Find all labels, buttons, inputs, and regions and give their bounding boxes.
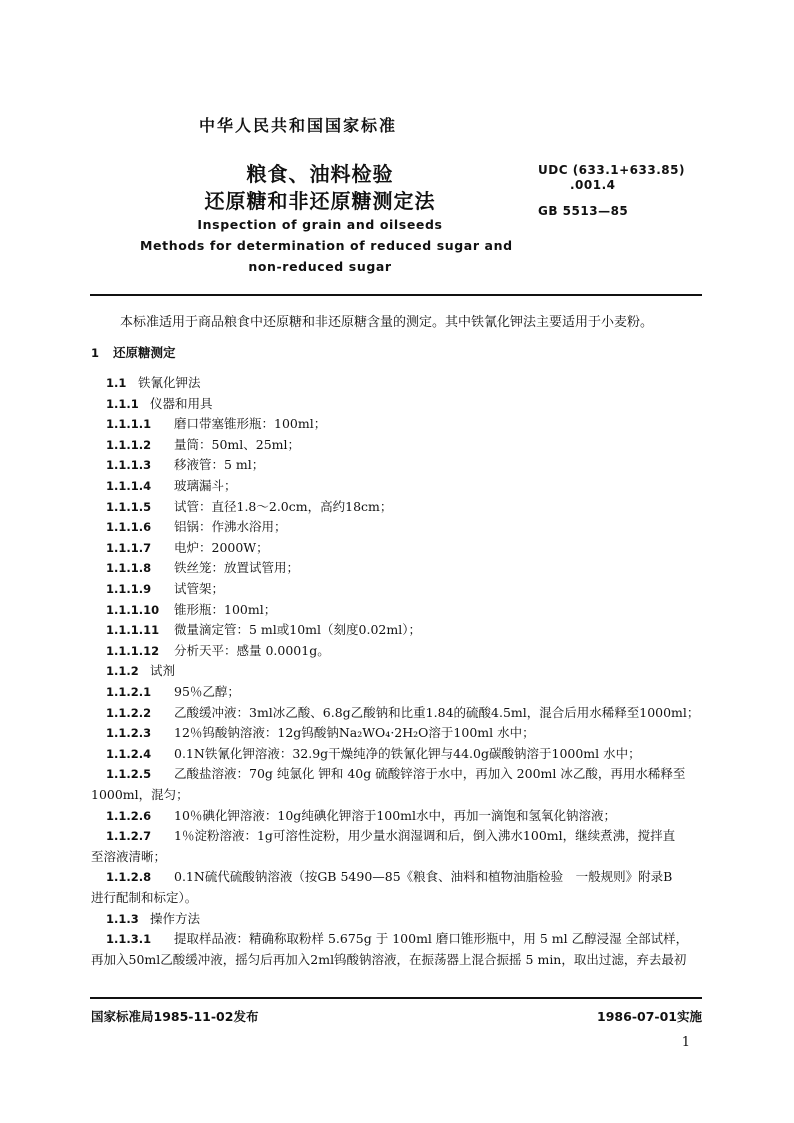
udc-code-line1: UDC (633.1+633.85) [538, 163, 685, 177]
clause-line [106, 826, 675, 844]
clause-number: 1.1.1.8 [106, 561, 152, 576]
clause-text: 乙酸缓冲液：3ml冰乙酸、6.8g乙酸钠和比重1.84的硫酸4.5ml，混合后用水稀释至1000ml； [174, 704, 700, 720]
clause-text: 玻璃漏斗； [174, 478, 237, 493]
clause-number: 1.1.1.4 [106, 479, 152, 493]
clause-line [106, 373, 201, 391]
english-title-line3: non-reduced sugar [248, 259, 392, 274]
section-heading [91, 343, 176, 361]
section-number: 1 [91, 346, 100, 360]
clause-number: 1.1.1.1 [106, 417, 152, 432]
clause-text: 铝锅：作沸水浴用； [174, 519, 287, 535]
clause-number: 1.1.1.3 [106, 458, 152, 473]
section-title: 还原糖测定 [113, 345, 176, 360]
clause-line [106, 579, 224, 597]
clause-line [106, 806, 616, 824]
clause-number: 1.1.2.1 [106, 685, 152, 699]
issue-date: 国家标准局1985-11-02发布 [91, 1009, 259, 1024]
clause-text: 磨口带塞锥形瓶：100ml； [174, 416, 327, 432]
page-number: 1 [681, 1035, 690, 1050]
clause-line [106, 394, 213, 412]
clause-number: 1.1.2.7 [106, 829, 152, 844]
clause-text: 0.1N铁氰化钾溶液：32.9g干燥纯净的铁氰化钾与44.0g碳酸钠溶于1000ml 水中； [174, 745, 641, 761]
clause-number: 1.1.1.6 [106, 520, 152, 535]
clause-number: 1.1.2.6 [106, 808, 152, 823]
clause-line [106, 641, 330, 659]
gb-number: GB 5513—85 [538, 204, 629, 218]
clause-number: 1.1.1.5 [106, 499, 152, 514]
clause-line [106, 414, 326, 432]
clause-text: 操作方法 [150, 910, 201, 926]
effective-date: 1986-07-01实施 [597, 1009, 702, 1024]
clause-number: 1.1.3.1 [106, 932, 152, 947]
udc-code-line2: .001.4 [570, 178, 616, 192]
clause-line [106, 682, 240, 700]
footer-divider [90, 997, 702, 999]
clause-line [106, 867, 672, 885]
clause-text: 1％淀粉溶液：1g可溶性淀粉，用少量水润湿调和后，倒入沸水100ml，继续煮沸，搅拌直 [174, 828, 676, 844]
english-title-line2: Methods for determination of reduced sugar and [140, 238, 513, 253]
clause-text: 10％碘化钾溶液：10g纯碘化钾溶于100ml水中，再加一滴饱和氢氧化钠溶液； [174, 807, 617, 823]
clause-text: 仪器和用具 [150, 395, 213, 411]
clause-text: 试剂 [150, 663, 176, 679]
clause-text: 0.1N硫代硫酸钠溶液（按GB 5490—85《粮食、油料和植物油脂检验 一般规则》附录B [174, 869, 673, 885]
clause-line [91, 950, 686, 968]
clause-text: 至溶液清晰； [91, 848, 167, 864]
clause-line [106, 620, 421, 638]
clause-text: 95％乙醇； [174, 684, 240, 699]
clause-number: 1.1.1 [106, 396, 139, 411]
clause-line [106, 455, 264, 473]
national-standard-heading: 中华人民共和国国家标准 [198, 116, 397, 135]
clause-text: 1000ml，混匀； [91, 787, 189, 802]
clause-text: 锥形瓶：100ml； [174, 601, 277, 617]
clause-number: 1.1.2 [106, 664, 139, 679]
clause-line [106, 517, 287, 535]
clause-line [91, 785, 189, 803]
clause-number: 1.1.1.2 [106, 437, 152, 452]
clause-text: 试管架； [174, 581, 225, 596]
clause-line [106, 929, 688, 947]
clause-line [91, 888, 197, 906]
clause-line [106, 723, 535, 741]
clause-text: 再加入50ml乙酸缓冲液，摇匀后再加入2ml钨酸钠溶液，在振荡器上混合振摇 5 min，取出过滤，弃去最初 [91, 951, 687, 967]
clause-text: 试管：直径1.8～2.0cm，高约18cm； [174, 498, 393, 514]
clause-text: 进行配制和标定）。 [91, 890, 198, 905]
document-title-line2: 还原糖和非还原糖测定法 [204, 189, 436, 213]
clause-text: 移液管：5 ml； [174, 457, 265, 473]
clause-number: 1.1.2.4 [106, 746, 152, 761]
clause-line [106, 600, 276, 618]
clause-number: 1.1.2.5 [106, 767, 152, 782]
clause-text: 铁氰化钾法 [138, 375, 201, 390]
clause-number: 1.1.1.10 [106, 602, 160, 617]
clause-text: 微量滴定管：5 ml或10ml（刻度0.02ml）； [174, 622, 421, 638]
header-divider [90, 294, 702, 296]
clause-line [106, 909, 200, 927]
clause-line [106, 703, 699, 721]
clause-line [106, 744, 641, 762]
clause-number: 1.1 [106, 376, 127, 390]
clause-number: 1.1.1.11 [106, 623, 160, 638]
clause-text: 量筒：50ml、25ml； [174, 436, 301, 452]
clause-line [106, 538, 269, 556]
clause-line [106, 764, 685, 782]
clause-number: 1.1.2.3 [106, 726, 152, 741]
clause-number: 1.1.2.2 [106, 705, 152, 720]
document-title-line1: 粮食、油料检验 [246, 162, 394, 186]
clause-line [106, 476, 237, 494]
clause-number: 1.1.1.7 [106, 540, 152, 555]
clause-line [106, 497, 392, 515]
clause-line [106, 435, 300, 453]
clause-text: 电炉：2000W； [174, 539, 269, 555]
clause-text: 12％钨酸钠溶液：12g钨酸钠Na₂WO₄·2H₂O溶于100ml 水中； [174, 725, 535, 741]
clause-line [106, 661, 175, 679]
clause-text: 分析天平：感量 0.0001g。 [174, 642, 330, 658]
clause-text: 铁丝笼：放置试管用； [174, 560, 300, 576]
clause-number: 1.1.1.12 [106, 643, 160, 658]
english-title-line1: Inspection of grain and oilseeds [197, 217, 443, 232]
clause-line [91, 847, 166, 865]
intro-paragraph: 本标准适用于商品粮食中还原糖和非还原糖含量的测定。其中铁氰化钾法主要适用于小麦粉。 [120, 315, 654, 330]
clause-line [106, 558, 299, 576]
clause-number: 1.1.1.9 [106, 582, 152, 596]
clause-number: 1.1.2.8 [106, 870, 152, 885]
clause-number: 1.1.3 [106, 911, 139, 926]
clause-text: 提取样品液：精确称取粉样 5.675g 于 100ml 磨口锥形瓶中，用 5 ml 乙醇浸湿 全部试样， [174, 931, 689, 947]
clause-text: 乙酸盐溶液：70g 纯氯化 钾和 40g 硫酸锌溶于水中，再加入 200ml 冰乙酸，再用水稀释至 [174, 766, 686, 782]
